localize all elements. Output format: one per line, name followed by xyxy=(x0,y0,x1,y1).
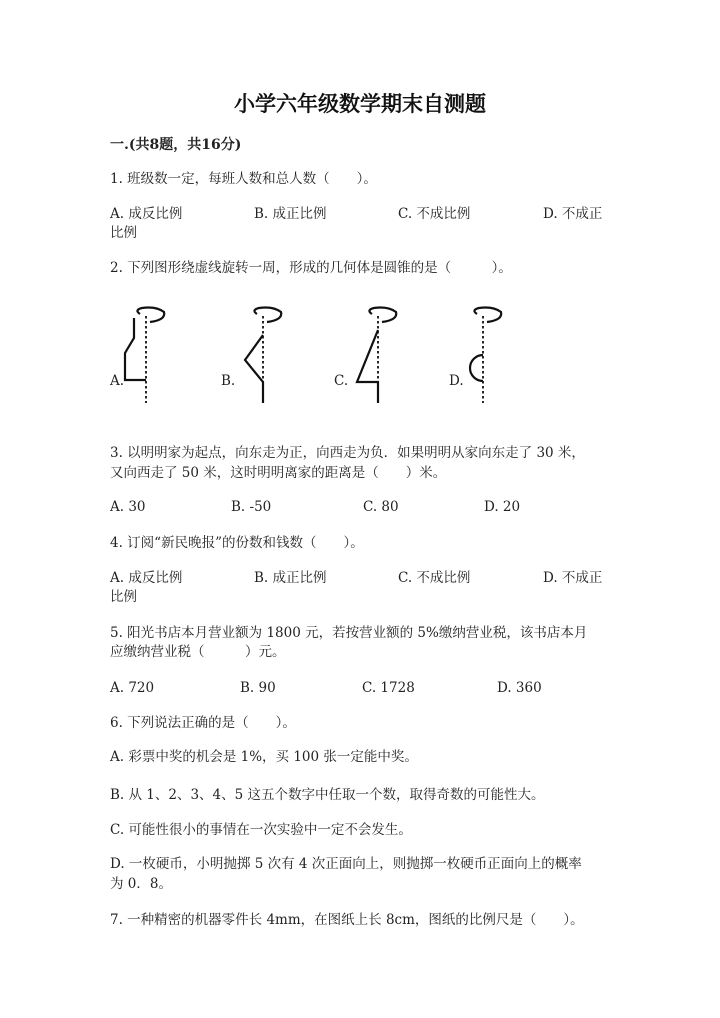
figure-b-polyline-shape xyxy=(245,308,281,404)
figure-d-semicircle-shape xyxy=(470,308,501,404)
question-3-option-c: C. 80 xyxy=(363,499,399,515)
question-3-option-b: B. -50 xyxy=(231,499,272,515)
figure-a-trapezoid-shape xyxy=(125,308,164,404)
question-4-option-d-wrap: 比例 xyxy=(110,589,137,605)
question-5-line-1: 5. 阳光书店本月营业额为 1800 元，若按营业额的 5%缴纳营业税，该书店本月 xyxy=(110,625,588,641)
question-6-stem: 6. 下列说法正确的是（ ）。 xyxy=(110,715,296,731)
question-2-option-d: D. xyxy=(449,373,464,389)
page-title: 小学六年级数学期末自测题 xyxy=(234,91,486,116)
question-7-stem: 7. 一种精密的机器零件长 4mm，在图纸上长 8cm，图纸的比例尺是（ ）。 xyxy=(110,912,584,928)
question-6-option-a: A. 彩票中奖的机会是 1%，买 100 张一定能中奖。 xyxy=(110,749,418,765)
question-4-stem: 4. 订阅“新民晚报”的份数和钱数（ ）。 xyxy=(110,535,364,551)
rotation-figures xyxy=(100,300,520,412)
question-2-stem: 2. 下列图形绕虚线旋转一周，形成的几何体是圆锥的是（ ）。 xyxy=(110,260,512,276)
question-6-option-c: C. 可能性很小的事情在一次实验中一定不会发生。 xyxy=(110,822,412,838)
question-4-option-b: B. 成正比例 xyxy=(254,570,327,586)
question-6-option-b: B. 从 1、2、3、4、5 这五个数字中任取一个数，取得奇数的可能性大。 xyxy=(110,787,545,803)
question-3-option-a: A. 30 xyxy=(110,499,146,515)
question-1-stem: 1. 班级数一定，每班人数和总人数（ ）。 xyxy=(110,171,377,187)
question-3-line-1: 3. 以明明家为起点，向东走为正，向西走为负．如果明明从家向东走了 30 米， xyxy=(110,445,585,461)
question-4-option-c: C. 不成比例 xyxy=(398,570,471,586)
question-5-line-2: 应缴纳营业税（ ）元。 xyxy=(110,644,286,660)
question-4-option-d: D. 不成正 xyxy=(543,570,603,586)
question-1-option-d: D. 不成正 xyxy=(543,206,603,222)
question-5-option-c: C. 1728 xyxy=(362,680,415,696)
section-heading: 一.(共8题，共16分) xyxy=(110,137,242,153)
question-2-option-b: B. xyxy=(221,373,236,389)
question-4-option-a: A. 成反比例 xyxy=(110,570,183,586)
question-3-line-2: 又向西走了 50 米，这时明明离家的距离是（ ）米。 xyxy=(110,465,447,481)
question-2-option-a: A. xyxy=(110,373,125,389)
question-6-option-d-line-2: 为 0．8。 xyxy=(110,876,172,892)
question-5-option-d: D. 360 xyxy=(497,680,542,696)
question-6-option-d-line-1: D. 一枚硬币，小明抛掷 5 次有 4 次正面向上，则抛掷一枚硬币正面向上的概率 xyxy=(110,856,582,872)
question-5-option-b: B. 90 xyxy=(240,680,276,696)
question-3-option-d: D. 20 xyxy=(484,499,521,515)
question-2-option-c: C. xyxy=(334,373,349,389)
question-5-option-a: A. 720 xyxy=(110,680,155,696)
question-1-option-b: B. 成正比例 xyxy=(254,206,327,222)
question-1-option-a: A. 成反比例 xyxy=(110,206,183,222)
question-1-option-c: C. 不成比例 xyxy=(398,206,471,222)
figure-c-triangle-shape xyxy=(357,308,396,404)
question-1-option-d-wrap: 比例 xyxy=(110,225,137,241)
